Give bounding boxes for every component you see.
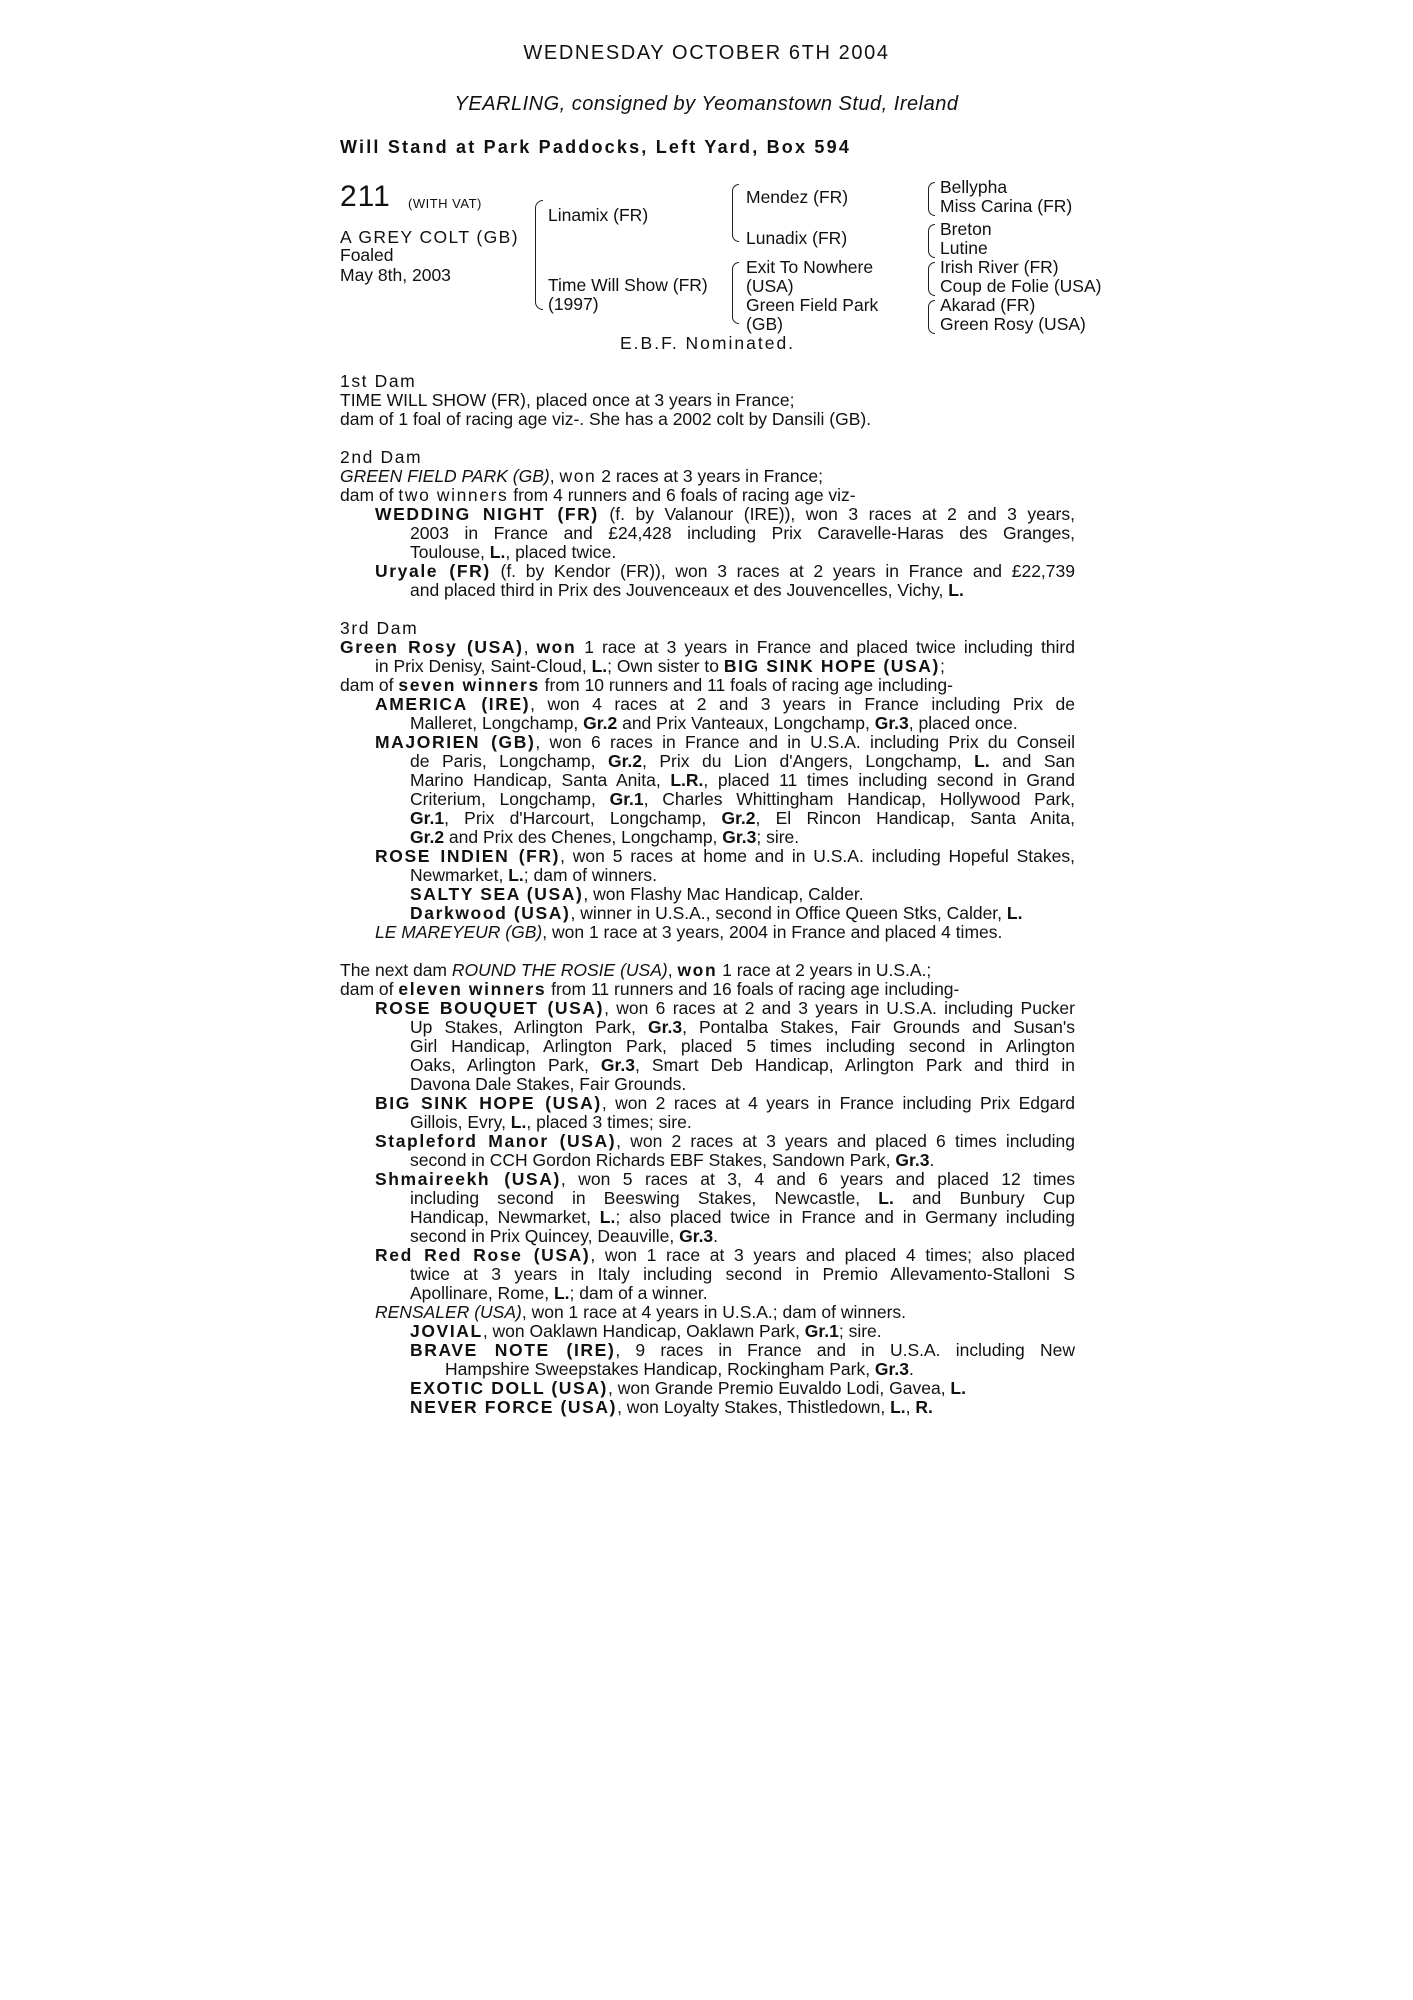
produce-entry: Apollinare, Rome, L.; dam of a winner. — [410, 1283, 708, 1303]
foaled-label: Foaled — [340, 245, 394, 265]
produce-entry: Girl Handicap, Arlington Park, placed 5 times including second in Arlington — [410, 1036, 1075, 1056]
second-dam-heading: 2nd Dam — [340, 447, 423, 467]
pedigree-sdd: Lutine — [940, 238, 988, 258]
first-dam-line: TIME WILL SHOW (FR), placed once at 3 years in France; — [340, 390, 795, 410]
third-dam-section — [340, 619, 1075, 942]
pedigree-dam-sire-country: (USA) — [746, 276, 794, 296]
pedigree-brace-sd — [928, 224, 935, 258]
produce-entry: and placed third in Prix des Jouvenceaux et des Jouvencelles, Vichy, L. — [410, 580, 964, 600]
first-dam-heading: 1st Dam — [340, 371, 417, 391]
produce-entry: Criterium, Longchamp, Gr.1, Charles Whittingham Handicap, Hollywood Park, — [410, 789, 1075, 809]
produce-entry: second in CCH Gordon Richards EBF Stakes, Sandown Park, Gr.3. — [410, 1150, 935, 1170]
first-dam-line: dam of 1 foal of racing age viz-. She has a 2002 colt by Dansili (GB). — [340, 409, 872, 429]
pedigree-ddd: Green Rosy (USA) — [940, 314, 1086, 334]
produce-entry: Newmarket, L.; dam of winners. — [410, 865, 658, 885]
pedigree-dss: Irish River (FR) — [940, 257, 1059, 277]
stand-location: Will Stand at Park Paddocks, Left Yard, Box 594 — [340, 137, 852, 157]
third-dam-line: Green Rosy (USA), won 1 race at 3 years in France and placed twice including third — [340, 637, 1075, 657]
produce-entry: JOVIAL, won Oaklawn Handicap, Oaklawn Park, Gr.1; sire. — [410, 1321, 882, 1341]
next-dam-line: The next dam ROUND THE ROSIE (USA), won 1 race at 2 years in U.S.A.; — [340, 960, 932, 980]
produce-entry: Up Stakes, Arlington Park, Gr.3, Pontalba Stakes, Fair Grounds and Susan's — [410, 1017, 1075, 1037]
produce-entry: Toulouse, L., placed twice. — [410, 542, 617, 562]
pedigree-brace-main — [535, 200, 543, 310]
pedigree-brace-ds — [928, 262, 935, 296]
produce-entry: Shmaireekh (USA), won 5 races at 3, 4 and 6 years and placed 12 times — [375, 1169, 1076, 1189]
produce-entry: Darkwood (USA), winner in U.S.A., second in Office Queen Stks, Calder, L. — [410, 903, 1023, 923]
produce-entry: Davona Dale Stakes, Fair Grounds. — [410, 1074, 687, 1094]
pedigree-dam: Time Will Show (FR) — [548, 275, 708, 295]
produce-entry: MAJORIEN (GB), won 6 races in France and in U.S.A. including Prix du Conseil — [375, 732, 1075, 752]
produce-entry: second in Prix Quincey, Deauville, Gr.3. — [410, 1226, 719, 1246]
produce-entry: SALTY SEA (USA), won Flashy Mac Handicap, Calder. — [410, 884, 864, 904]
produce-entry: Marino Handicap, Santa Anita, L.R., placed 11 times including second in Grand — [410, 770, 1075, 790]
produce-entry: LE MAREYEUR (GB), won 1 race at 3 years, 2004 in France and placed 4 times. — [375, 922, 1003, 942]
produce-entry: Gr.1, Prix d'Harcourt, Longchamp, Gr.2, El Rincon Handicap, Santa Anita, — [410, 808, 1076, 828]
third-dam-heading: 3rd Dam — [340, 618, 419, 638]
produce-entry: Handicap, Newmarket, L.; also placed twice in France and in Germany including — [410, 1207, 1075, 1227]
first-dam-section — [340, 372, 1075, 429]
produce-entry: 2003 in France and £24,428 including Prix Caravelle-Haras des Granges, — [410, 523, 1075, 543]
produce-entry: Red Red Rose (USA), won 1 race at 3 years and placed 4 times; also placed — [375, 1245, 1075, 1265]
pedigree-dds: Akarad (FR) — [940, 295, 1036, 315]
pedigree-sss: Bellypha — [940, 177, 1008, 197]
produce-entry: ROSE BOUQUET (USA), won 6 races at 2 and 3 years in U.S.A. including Pucker — [375, 998, 1075, 1018]
second-dam-section — [340, 448, 1075, 600]
sale-date: WEDNESDAY OCTOBER 6TH 2004 — [523, 42, 890, 64]
ebf-nominated: E.B.F. Nominated. — [620, 333, 796, 353]
produce-entry: twice at 3 years in Italy including second in Premio Allevamento-Stalloni S — [410, 1264, 1075, 1284]
pedigree-sire-dam: Lunadix (FR) — [746, 228, 848, 248]
produce-entry: Uryale (FR) (f. by Kendor (FR)), won 3 races at 2 years in France and £22,739 — [375, 561, 1075, 581]
pedigree-ssd: Miss Carina (FR) — [940, 196, 1073, 216]
pedigree-sire-sire: Mendez (FR) — [746, 187, 849, 207]
third-dam-line: dam of seven winners from 10 runners and 11 foals of racing age including- — [340, 675, 953, 695]
pedigree-dam-dam: Green Field Park — [746, 295, 879, 315]
produce-entry: WEDDING NIGHT (FR) (f. by Valanour (IRE)), won 3 races at 2 and 3 years, — [375, 504, 1075, 524]
produce-entry: Oaks, Arlington Park, Gr.3, Smart Deb Handicap, Arlington Park and third in — [410, 1055, 1075, 1075]
produce-entry: BRAVE NOTE (IRE), 9 races in France and in U.S.A. including New — [410, 1340, 1075, 1360]
produce-entry: EXOTIC DOLL (USA), won Grande Premio Euvaldo Lodi, Gavea, L. — [410, 1378, 966, 1398]
produce-entry: RENSALER (USA), won 1 race at 4 years in U.S.A.; dam of winners. — [375, 1302, 907, 1322]
lot-number: 211 — [340, 180, 391, 213]
produce-entry: BIG SINK HOPE (USA), won 2 races at 4 years in France including Prix Edgard — [375, 1093, 1076, 1113]
next-dam-line: dam of eleven winners from 11 runners and 16 foals of racing age including- — [340, 979, 960, 999]
produce-entry: Malleret, Longchamp, Gr.2 and Prix Vanteaux, Longchamp, Gr.3, placed once. — [410, 713, 1018, 733]
produce-entry: AMERICA (IRE), won 4 races at 2 and 3 years in France including Prix de — [375, 694, 1075, 714]
pedigree-brace-dd — [928, 300, 935, 334]
produce-entry: Gr.2 and Prix des Chenes, Longchamp, Gr.3; sire. — [410, 827, 800, 847]
produce-entry: Hampshire Sweepstakes Handicap, Rockingham Park, Gr.3. — [445, 1359, 914, 1379]
produce-entry: NEVER FORCE (USA), won Loyalty Stakes, Thistledown, L., R. — [410, 1397, 933, 1417]
pedigree-dam-year: (1997) — [548, 294, 599, 314]
pedigree-brace-ss — [928, 182, 935, 216]
pedigree-dam-dam-country: (GB) — [746, 314, 783, 334]
produce-entry: including second in Beeswing Stakes, Newcastle, L. and Bunbury Cup — [410, 1188, 1075, 1208]
vat-note: (WITH VAT) — [408, 196, 482, 211]
second-dam-line: GREEN FIELD PARK (GB), won 2 races at 3 years in France; — [340, 466, 823, 486]
pedigree-dam-sire: Exit To Nowhere — [746, 257, 874, 277]
third-dam-line: in Prix Denisy, Saint-Cloud, L.; Own sister to BIG SINK HOPE (USA); — [375, 656, 945, 676]
consignment-line: YEARLING, consigned by Yeomanstown Stud, Ireland — [454, 93, 959, 115]
produce-entry: Stapleford Manor (USA), won 2 races at 3 years and placed 6 times including — [375, 1131, 1075, 1151]
pedigree-brace-sire — [732, 184, 739, 242]
produce-entry: Gillois, Evry, L., placed 3 times; sire. — [410, 1112, 692, 1132]
pedigree-dsd: Coup de Folie (USA) — [940, 276, 1102, 296]
lot-description: A GREY COLT (GB) — [340, 227, 519, 247]
foaled-date: May 8th, 2003 — [340, 265, 451, 285]
next-dam-section — [340, 961, 1075, 1417]
produce-entry: ROSE INDIEN (FR), won 5 races at home and in U.S.A. including Hopeful Stakes, — [375, 846, 1075, 866]
produce-entry: de Paris, Longchamp, Gr.2, Prix du Lion d'Angers, Longchamp, L. and San — [410, 751, 1075, 771]
pedigree-brace-dam — [732, 262, 739, 324]
pedigree-sire: Linamix (FR) — [548, 205, 649, 225]
second-dam-line: dam of two winners from 4 runners and 6 foals of racing age viz- — [340, 485, 856, 505]
pedigree-sds: Breton — [940, 219, 992, 239]
